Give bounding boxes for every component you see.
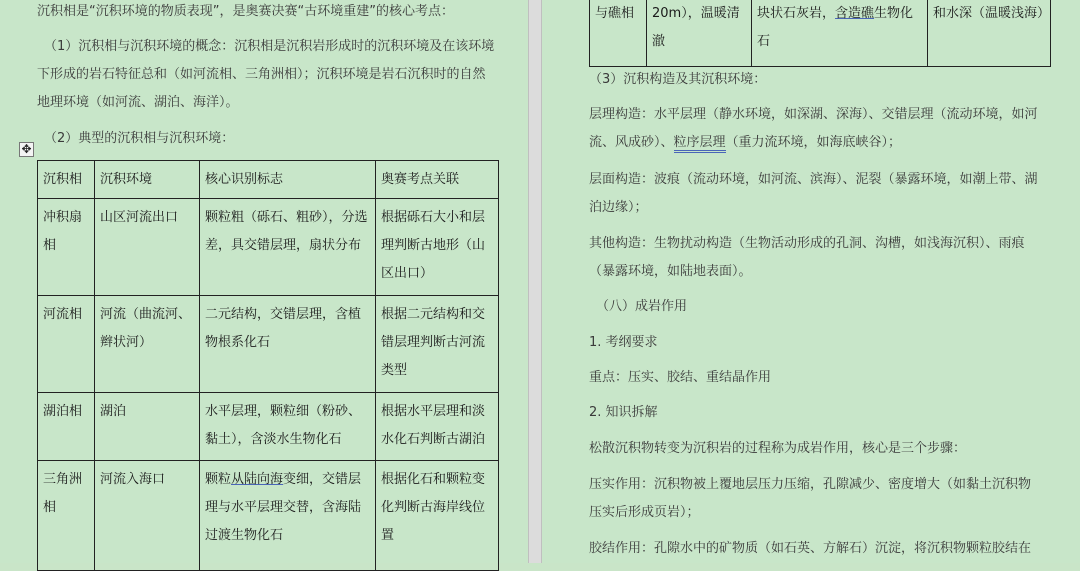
cell-relevance: 根据二元结构和交错层理判断古河流类型 xyxy=(376,296,499,393)
bedding-line-1: 层理构造：水平层理（静水环境，如深湖、深海）、交错层理（流动环境，如河 xyxy=(589,107,1038,122)
cell-environment: 河流（曲流河、辫状河） xyxy=(95,296,200,393)
table-header-row xyxy=(38,161,499,199)
concept-line-3: 地理环境（如河流、湖泊、海洋）。 xyxy=(37,95,239,110)
cell-facies: 三角洲相 xyxy=(38,461,95,571)
section-heading-8: （八）成岩作用 xyxy=(596,299,688,314)
header-facies: 沉积相 xyxy=(38,161,95,199)
other-line-1: 其他构造：生物扰动构造（生物活动形成的孔洞、沟槽，如浅海沉积）、雨痕 xyxy=(589,236,1025,251)
compaction-line-1: 压实作用：沉积物被上覆地层压力压缩，孔隙减少、密度增大（如黏土沉积物 xyxy=(589,477,1032,492)
structures-heading: （3）沉积构造及其沉积环境： xyxy=(589,72,767,87)
graded-bedding-term: 粒序层理 xyxy=(674,135,726,153)
header-signs: 核心识别标志 xyxy=(200,161,376,199)
cell-facies: 湖泊相 xyxy=(38,393,95,461)
intro-paragraph: 沉积相是“沉积环境的物质表现”，是奥赛决赛“古环境重建”的核心考点： xyxy=(37,4,454,19)
signs-text-b: 变细，交错层理与水平层理交替，含海陆过渡生物化石 xyxy=(205,472,362,543)
cell-signs: 颗粒粗（砾石、粗砂），分选差，具交错层理，扇状分布 xyxy=(200,199,376,296)
compaction-line-2: 压实后形成页岩）； xyxy=(589,505,700,520)
cell-environment: 河流入海口 xyxy=(95,461,200,571)
cell-relevance: 和水深（温暖浅海） xyxy=(928,0,1051,66)
cell-facies: 冲积扇相 xyxy=(38,199,95,296)
signs-underlined-text: 从陆向海 xyxy=(231,472,284,487)
cell-relevance: 根据水平层理和淡水化石判断古湖泊 xyxy=(376,393,499,461)
focus-line: 重点：压实、胶结、重结晶作用 xyxy=(589,370,772,385)
table-row xyxy=(38,296,499,393)
right-page xyxy=(542,0,1080,563)
cell-signs: 水平层理，颗粒细（粉砂、黏土），含淡水生物化石 xyxy=(200,393,376,461)
breakdown-heading: 2. 知识拆解 xyxy=(589,405,658,420)
signs-text-a: 块状石灰岩， xyxy=(757,6,836,21)
surface-line-2: 泊边缘）； xyxy=(589,200,648,215)
bedding-line-2 xyxy=(589,129,901,157)
typical-facies-heading: （2）典型的沉积相与沉积环境： xyxy=(44,131,235,146)
bedding-text-a: 流、风成砂）、 xyxy=(589,135,674,150)
bedding-text-b: （重力流环境，如海底峡谷）； xyxy=(725,135,902,150)
page-gutter xyxy=(528,0,542,563)
surface-line-1: 层面构造：波痕（流动环境，如河流、滨海）、泥裂（暴露环境，如潮上带、湖 xyxy=(589,172,1038,187)
table-row xyxy=(38,199,499,296)
cell-signs: 二元结构，交错层理，含植物根系化石 xyxy=(200,296,376,393)
cell-environment: 湖泊 xyxy=(95,393,200,461)
cell-signs xyxy=(200,461,376,571)
diagenesis-summary: 松散沉积物转变为沉积岩的过程称为成岩作用，核心是三个步骤： xyxy=(589,441,967,456)
cell-relevance: 根据化石和颗粒变化判断古海岸线位置 xyxy=(376,461,499,571)
signs-text-b: 生物化石 xyxy=(757,6,914,49)
cell-facies: 河流相 xyxy=(38,296,95,393)
signs-text-a: 颗粒 xyxy=(205,472,232,487)
header-relevance: 奥赛考点关联 xyxy=(376,161,499,199)
concept-line-1: （1）沉积相与沉积环境的概念：沉积相是沉积岩形成时的沉积环境及在该环境 xyxy=(44,39,495,54)
reef-building-term: 含造礁 xyxy=(835,6,875,21)
cell-facies: 与礁相 xyxy=(590,0,647,66)
cell-signs xyxy=(752,0,928,66)
table-row xyxy=(590,0,1051,66)
header-environment: 沉积环境 xyxy=(95,161,200,199)
table-move-handle-icon[interactable]: ✥ xyxy=(19,142,34,157)
cell-relevance: 根据砾石大小和层理判断古地形（山区出口） xyxy=(376,199,499,296)
facies-table xyxy=(37,160,499,571)
table-row xyxy=(38,461,499,571)
other-line-2: （暴露环境，如陆地表面）。 xyxy=(589,264,752,279)
facies-table-continued xyxy=(589,0,1051,67)
syllabus-heading: 1. 考纲要求 xyxy=(589,335,658,350)
concept-line-2: 下形成的岩石特征总和（如河流相、三角洲相）；沉积环境是岩石沉积时的自然 xyxy=(37,67,486,82)
cell-environment: 20m），温暖清澈 xyxy=(647,0,752,66)
cementation-line-1: 胶结作用：孔隙水中的矿物质（如石英、方解石）沉淀，将沉积物颗粒胶结在 xyxy=(589,541,1032,556)
cell-environment: 山区河流出口 xyxy=(95,199,200,296)
table-row xyxy=(38,393,499,461)
